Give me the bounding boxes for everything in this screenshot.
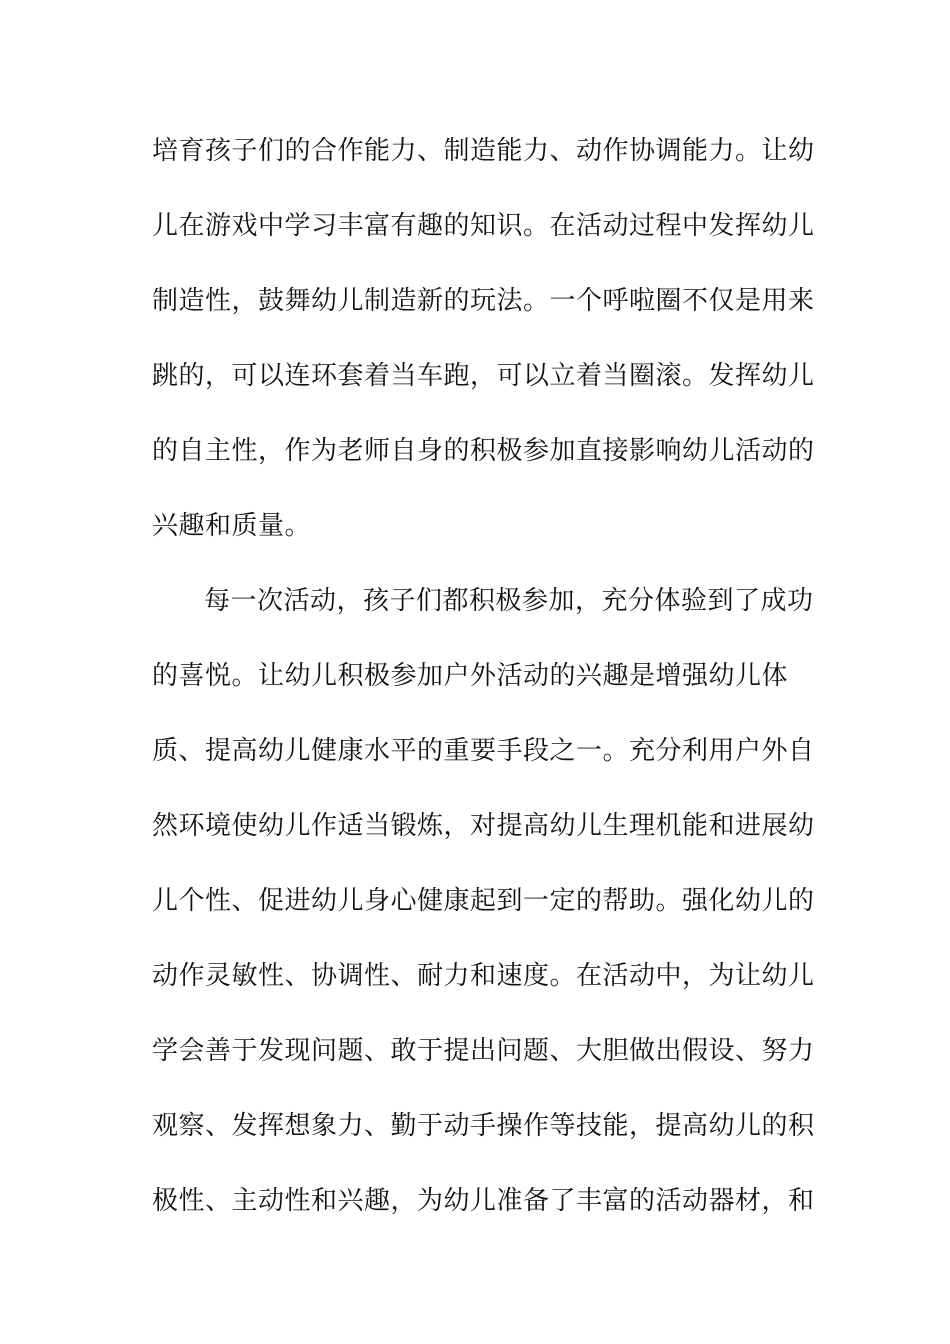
paragraph-2 [152, 578, 815, 1253]
paragraph-1 [152, 128, 815, 578]
text-line: 兴趣和质量。 [152, 511, 312, 541]
text-line: 然环境使幼儿作适当锻炼，对提高幼儿生理机能和进展幼 [152, 811, 815, 841]
text-line: 的喜悦。让幼儿积极参加户外活动的兴趣是增强幼儿体 [152, 661, 789, 691]
text-line: 跳的，可以连环套着当车跑，可以立着当圈滚。发挥幼儿 [152, 361, 815, 391]
text-line: 儿在游戏中学习丰富有趣的知识。在活动过程中发挥幼儿 [152, 211, 815, 241]
text-line: 观察、发挥想象力、勤于动手操作等技能，提高幼儿的积 [152, 1111, 815, 1141]
text-line: 每一次活动，孩子们都积极参加，充分体验到了成功 [204, 586, 814, 616]
text-line: 制造性，鼓舞幼儿制造新的玩法。一个呼啦圈不仅是用来 [152, 286, 815, 316]
text-line: 动作灵敏性、协调性、耐力和速度。在活动中，为让幼儿 [152, 961, 815, 991]
text-line: 极性、主动性和兴趣，为幼儿准备了丰富的活动器材，和 [152, 1186, 815, 1216]
text-line: 的自主性，作为老师自身的积极参加直接影响幼儿活动的 [152, 436, 815, 466]
text-line: 质、提高幼儿健康水平的重要手段之一。充分利用户外自 [152, 736, 815, 766]
text-line: 学会善于发现问题、敢于提出问题、大胆做出假设、努力 [152, 1036, 815, 1066]
text-line: 儿个性、促进幼儿身心健康起到一定的帮助。强化幼儿的 [152, 886, 815, 916]
text-line: 培育孩子们的合作能力、制造能力、动作协调能力。让幼 [152, 136, 815, 166]
document-body [152, 128, 815, 1253]
